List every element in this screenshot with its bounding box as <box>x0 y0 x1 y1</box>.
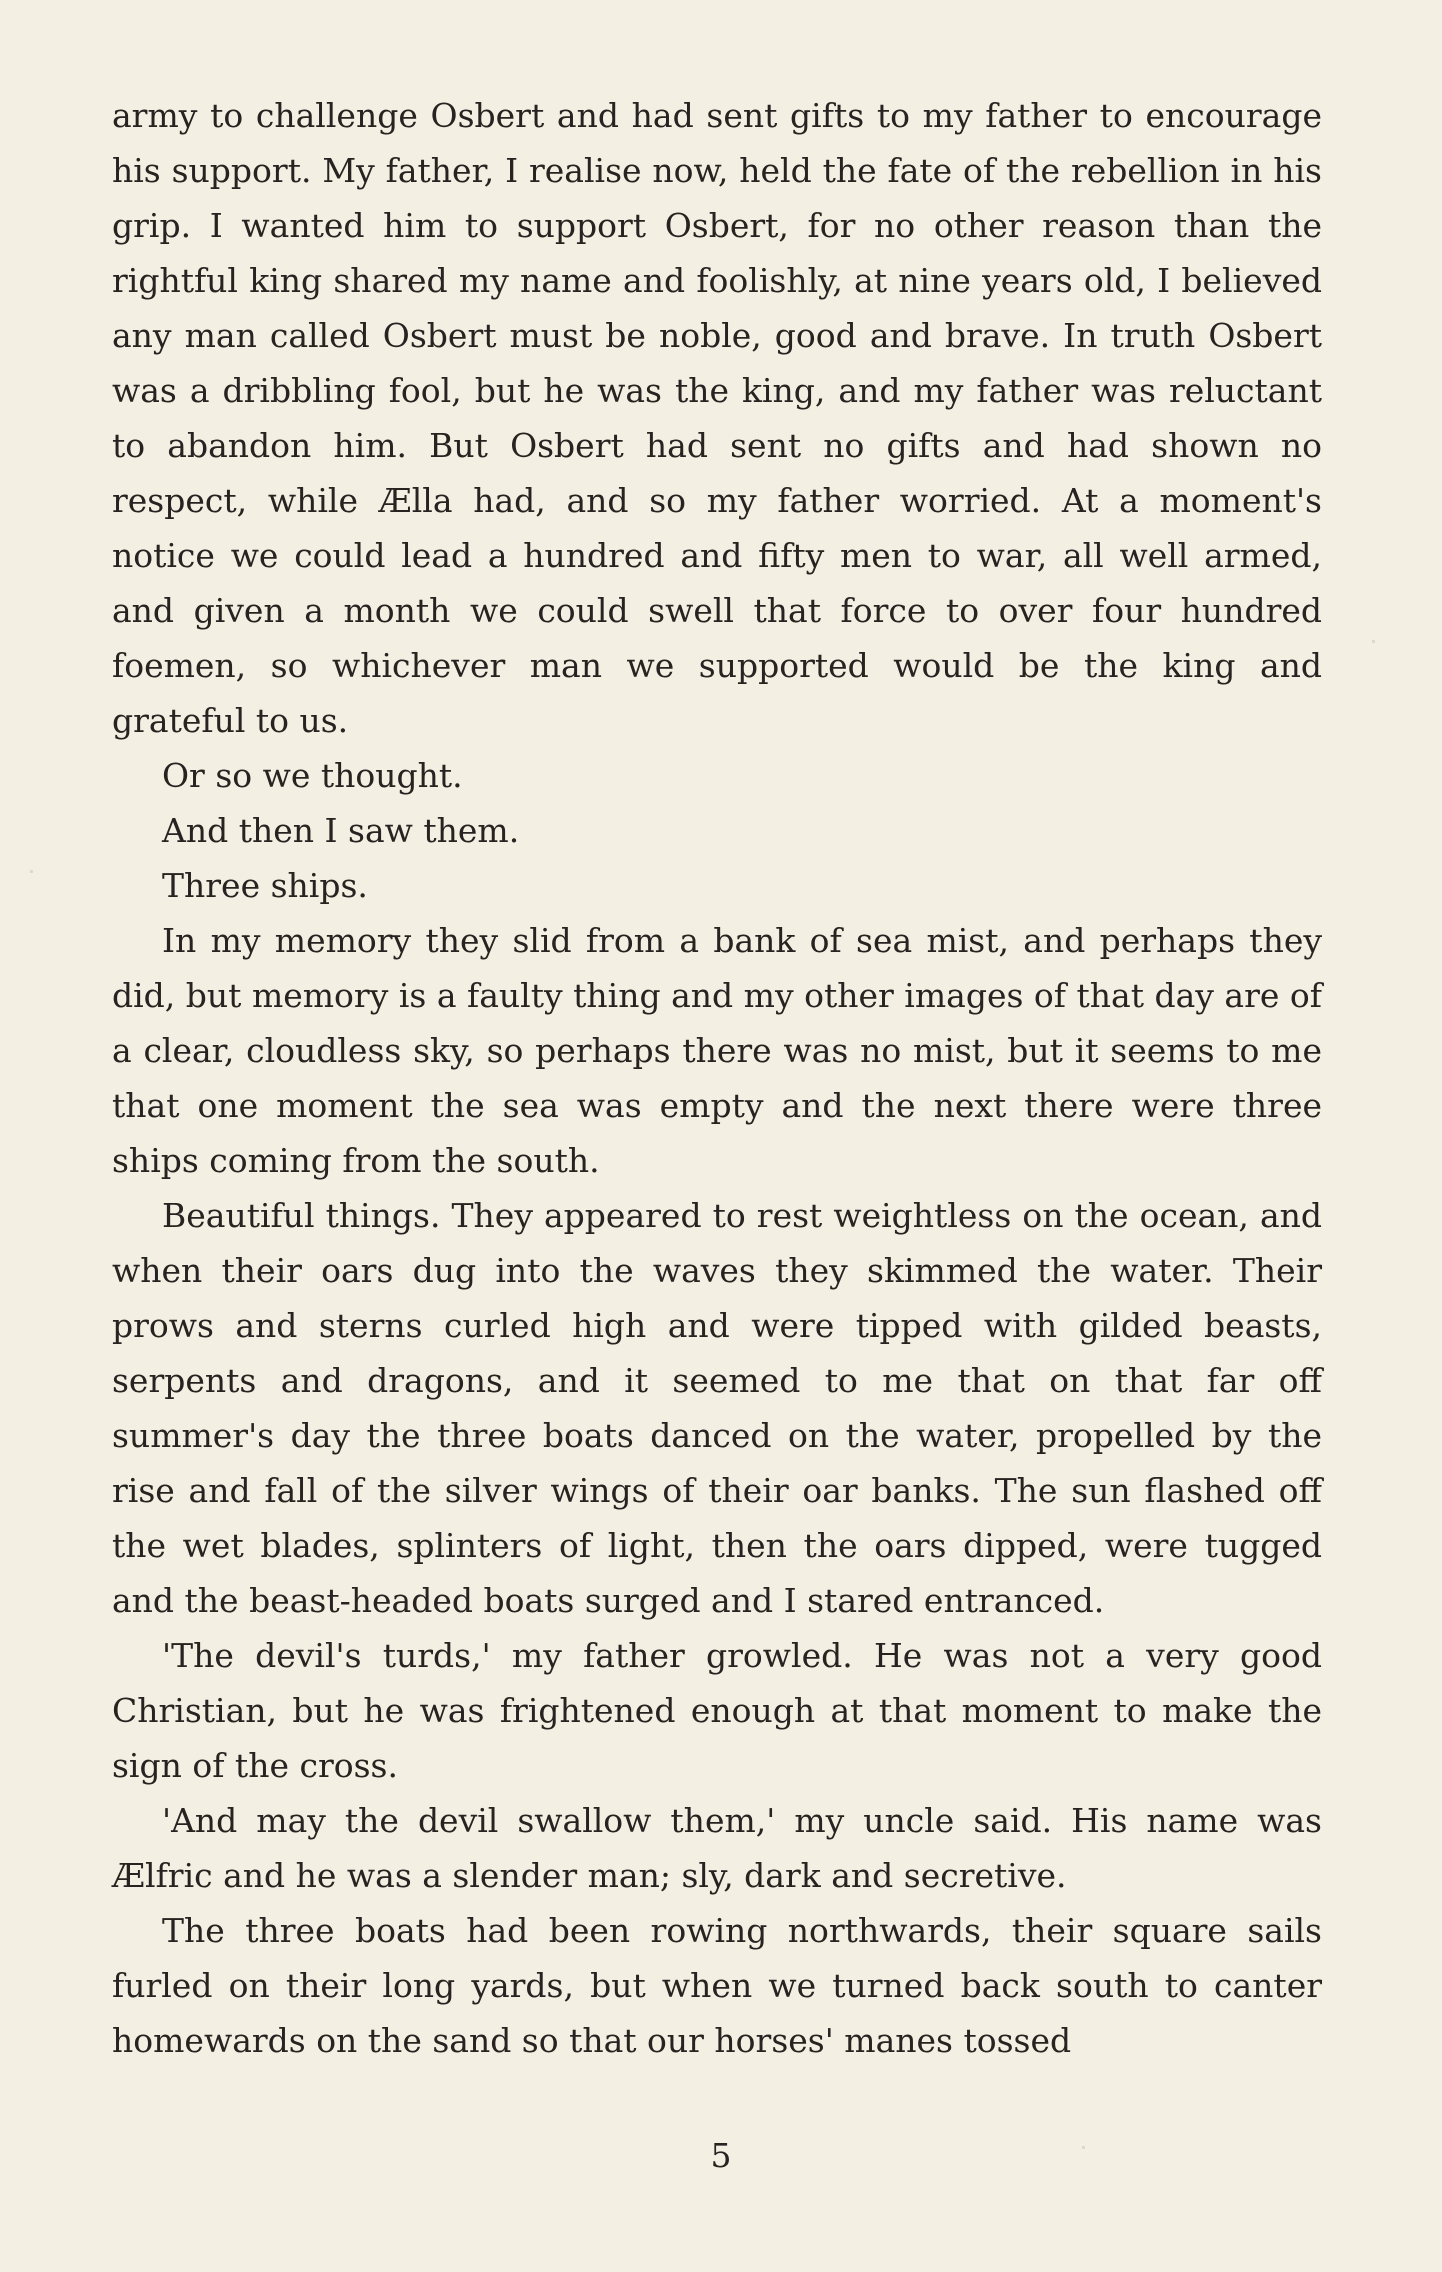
paper-speck <box>30 870 33 873</box>
page-number: 5 <box>710 2136 732 2175</box>
paper-speck <box>1372 640 1375 643</box>
paragraph: 'The devil's turds,' my father growled. He was not a very good Christian, but he was frightened enough at that moment to make the sign of the cross. <box>112 1636 1322 1785</box>
paragraph: Beautiful things. They appeared to rest weightless on the ocean, and when their oars dug into the waves they skimmed the water. Their prows and sterns curled high and were tipped with gilded beasts, serpents and dragons, and it seemed to me that on that far off summer's day the three boats danced on the water, propelled by the rise and fall of the silver wings of their oar banks. The sun flashed off the wet blades, splinters of light, then the oars dipped, were tugged and the beast-headed boats surged and I stared entranced. <box>112 1196 1322 1620</box>
paragraph: And then I saw them. <box>162 811 520 850</box>
paragraph: army to challenge Osbert and had sent gifts to my father to encourage his support. My father, I realise now, held the fate of the rebellion in his grip. I wanted him to support Osbert, for no other reason than the rightful king shared my name and foolishly, at nine years old, I believed any man called Osbert must be noble, good and brave. In truth Osbert was a dribbling fool, but he was the king, and my father was reluctant to abandon him. But Osbert had sent no gifts and had shown no respect, while Ælla had, and so my father worried. At a moment's notice we could lead a hundred and fifty men to war, all well armed, and given a month we could swell that force to over four hundred foemen, so whichever man we supported would be the king and grateful to us. <box>112 96 1322 740</box>
paragraph: The three boats had been rowing northwards, their square sails furled on their long yards, but when we turned back south to canter homewards on the sand so that our horses' manes tossed <box>112 1911 1322 2060</box>
body-text <box>112 88 1322 2068</box>
paragraph: Or so we thought. <box>162 756 463 795</box>
paragraph: 'And may the devil swallow them,' my uncle said. His name was Ælfric and he was a slender man; sly, dark and secretive. <box>112 1801 1322 1895</box>
paragraph: Three ships. <box>162 866 368 905</box>
paragraph: In my memory they slid from a bank of sea mist, and perhaps they did, but memory is a faulty thing and my other images of that day are of a clear, cloudless sky, so perhaps there was no mist, but it seems to me that one moment the sea was empty and the next there were three ships coming from the south. <box>112 921 1322 1180</box>
